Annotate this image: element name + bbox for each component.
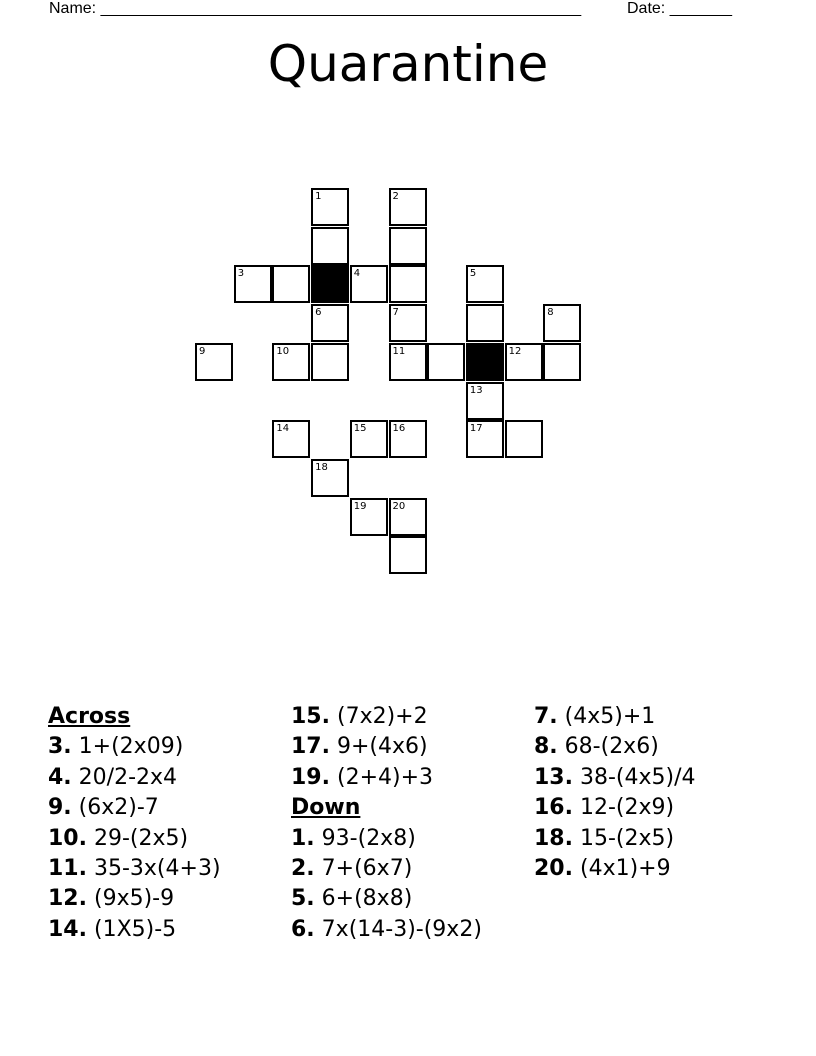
clue-text: (7x2)+2 bbox=[336, 704, 428, 729]
cell-number: 17 bbox=[469, 423, 483, 435]
across-clue bbox=[48, 915, 221, 945]
grid-cell[interactable] bbox=[311, 459, 349, 497]
clue-text: 15-(2x5) bbox=[579, 825, 675, 851]
cell-number: 15 bbox=[353, 423, 367, 435]
grid-cell[interactable] bbox=[389, 188, 427, 226]
across-clue bbox=[291, 763, 482, 793]
grid-cell[interactable] bbox=[466, 420, 504, 458]
clue-number: 16. bbox=[534, 795, 573, 821]
down-clue bbox=[534, 732, 696, 762]
clue-text: 1+(2x09) bbox=[78, 734, 184, 760]
clue-text: (6x2)-7 bbox=[78, 795, 159, 821]
cell-number: 18 bbox=[315, 461, 328, 473]
clue-text: (1X5)-5 bbox=[93, 916, 177, 942]
grid-cell[interactable] bbox=[311, 304, 349, 342]
grid-cell[interactable] bbox=[389, 420, 427, 458]
clue-text: (4x1)+9 bbox=[579, 856, 671, 882]
down-clue bbox=[291, 884, 482, 914]
clue-number: 7. bbox=[534, 704, 558, 729]
down-clue bbox=[534, 702, 696, 732]
clue-number: 10. bbox=[48, 825, 87, 851]
grid-cell-black[interactable] bbox=[466, 343, 504, 381]
across-clue bbox=[48, 884, 221, 914]
name-field-label: Name: ______________________________________________________ bbox=[49, 0, 582, 17]
cell-number: 5 bbox=[469, 268, 477, 280]
clue-text: 35-3x(4+3) bbox=[93, 856, 221, 882]
clue-text: 12-(2x9) bbox=[579, 795, 675, 821]
down-clue bbox=[291, 854, 482, 884]
clue-number: 20. bbox=[534, 856, 573, 882]
grid-cell[interactable] bbox=[389, 536, 427, 574]
clue-column-3 bbox=[534, 702, 696, 884]
cell-number: 12 bbox=[508, 345, 522, 357]
clue-text: 7x(14-3)-(9x2) bbox=[321, 916, 482, 942]
grid-cell[interactable] bbox=[389, 343, 427, 381]
down-heading: Down bbox=[291, 795, 361, 821]
clue-number: 3. bbox=[48, 734, 72, 760]
cell-number: 8 bbox=[547, 307, 554, 319]
grid-cell[interactable] bbox=[272, 420, 310, 458]
clue-number: 5. bbox=[291, 886, 315, 912]
grid-cell[interactable] bbox=[466, 265, 504, 303]
down-clue bbox=[291, 824, 482, 854]
clue-text: 29-(2x5) bbox=[93, 825, 189, 851]
cell-number: 2 bbox=[392, 191, 399, 202]
cell-number: 4 bbox=[353, 268, 361, 280]
date-field-label: Date: _______ bbox=[627, 0, 732, 17]
cell-number: 20 bbox=[392, 500, 406, 512]
grid-cell[interactable] bbox=[272, 265, 310, 303]
clue-text: 68-(2x6) bbox=[564, 734, 659, 760]
grid-cell-black[interactable] bbox=[311, 265, 349, 303]
clue-text: 38-(4x5)/4 bbox=[579, 764, 696, 790]
clue-number: 18. bbox=[534, 825, 573, 851]
grid-cell[interactable] bbox=[311, 343, 349, 381]
grid-cell[interactable] bbox=[272, 343, 310, 381]
cell-number: 9 bbox=[199, 345, 206, 357]
clue-text: (2+4)+3 bbox=[336, 764, 434, 790]
clue-number: 4. bbox=[48, 764, 72, 790]
clue-number: 2. bbox=[291, 856, 315, 882]
across-clue-list-continued bbox=[291, 702, 482, 793]
cell-number: 6 bbox=[315, 307, 322, 319]
clue-number: 13. bbox=[534, 764, 573, 790]
grid-cell[interactable] bbox=[389, 265, 427, 303]
grid-cell[interactable] bbox=[350, 265, 388, 303]
cell-number: 3 bbox=[237, 268, 245, 280]
across-clue bbox=[291, 732, 482, 762]
clue-text: 20/2-2x4 bbox=[78, 764, 178, 790]
down-clue bbox=[534, 854, 696, 884]
grid-cell[interactable] bbox=[195, 343, 233, 381]
clue-number: 12. bbox=[48, 886, 87, 912]
grid-cell[interactable] bbox=[505, 343, 543, 381]
grid-cell[interactable] bbox=[389, 304, 427, 342]
grid-cell[interactable] bbox=[350, 498, 388, 536]
across-clue bbox=[48, 732, 221, 762]
grid-cell[interactable] bbox=[311, 227, 349, 265]
clue-column-1 bbox=[48, 702, 221, 945]
grid-cell[interactable] bbox=[234, 265, 272, 303]
down-clue bbox=[534, 793, 696, 823]
across-clue-list bbox=[48, 732, 221, 945]
grid-cell[interactable] bbox=[427, 343, 465, 381]
across-clue bbox=[48, 763, 221, 793]
across-clue bbox=[48, 793, 221, 823]
clue-number: 1. bbox=[291, 825, 315, 851]
page-title: Quarantine bbox=[267, 35, 549, 93]
clue-number: 17. bbox=[291, 734, 330, 760]
cell-number: 16 bbox=[392, 423, 406, 435]
clue-text: 7+(6x7) bbox=[321, 856, 413, 882]
cell-number: 11 bbox=[392, 345, 406, 357]
clue-number: 9. bbox=[48, 795, 72, 821]
clue-text: (4x5)+1 bbox=[564, 704, 656, 729]
cell-number: 10 bbox=[276, 345, 290, 357]
clue-number: 11. bbox=[48, 856, 87, 882]
grid-cell[interactable] bbox=[505, 420, 543, 458]
cell-number: 13 bbox=[469, 384, 483, 396]
cell-number: 1 bbox=[315, 191, 322, 202]
grid-cell[interactable] bbox=[466, 382, 504, 420]
clue-text: 6+(8x8) bbox=[321, 886, 413, 912]
down-clue bbox=[534, 824, 696, 854]
down-clue-list bbox=[291, 824, 482, 946]
clue-number: 15. bbox=[291, 704, 330, 729]
down-clue-list-continued bbox=[534, 702, 696, 884]
cell-number: 19 bbox=[353, 500, 367, 512]
grid-cell[interactable] bbox=[311, 188, 349, 226]
grid-cell[interactable] bbox=[543, 343, 581, 381]
clue-number: 8. bbox=[534, 734, 558, 760]
across-clue bbox=[48, 854, 221, 884]
down-clue bbox=[291, 915, 482, 945]
clue-text: 93-(2x8) bbox=[321, 825, 416, 851]
grid-cell[interactable] bbox=[466, 304, 504, 342]
clue-number: 19. bbox=[291, 764, 330, 790]
grid-cell[interactable] bbox=[389, 498, 427, 536]
clue-number: 6. bbox=[291, 916, 315, 942]
clue-column-2 bbox=[291, 702, 482, 945]
clue-text: 9+(4x6) bbox=[336, 734, 428, 760]
clue-text: (9x5)-9 bbox=[93, 886, 175, 912]
cell-number: 14 bbox=[276, 423, 290, 435]
down-clue bbox=[534, 763, 696, 793]
cell-number: 7 bbox=[392, 307, 399, 319]
across-clue bbox=[48, 824, 221, 854]
clue-number: 14. bbox=[48, 916, 87, 942]
grid-cell[interactable] bbox=[350, 420, 388, 458]
grid-cell[interactable] bbox=[543, 304, 581, 342]
across-clue bbox=[291, 702, 482, 732]
grid-cell[interactable] bbox=[389, 227, 427, 265]
across-heading: Across bbox=[48, 704, 131, 729]
